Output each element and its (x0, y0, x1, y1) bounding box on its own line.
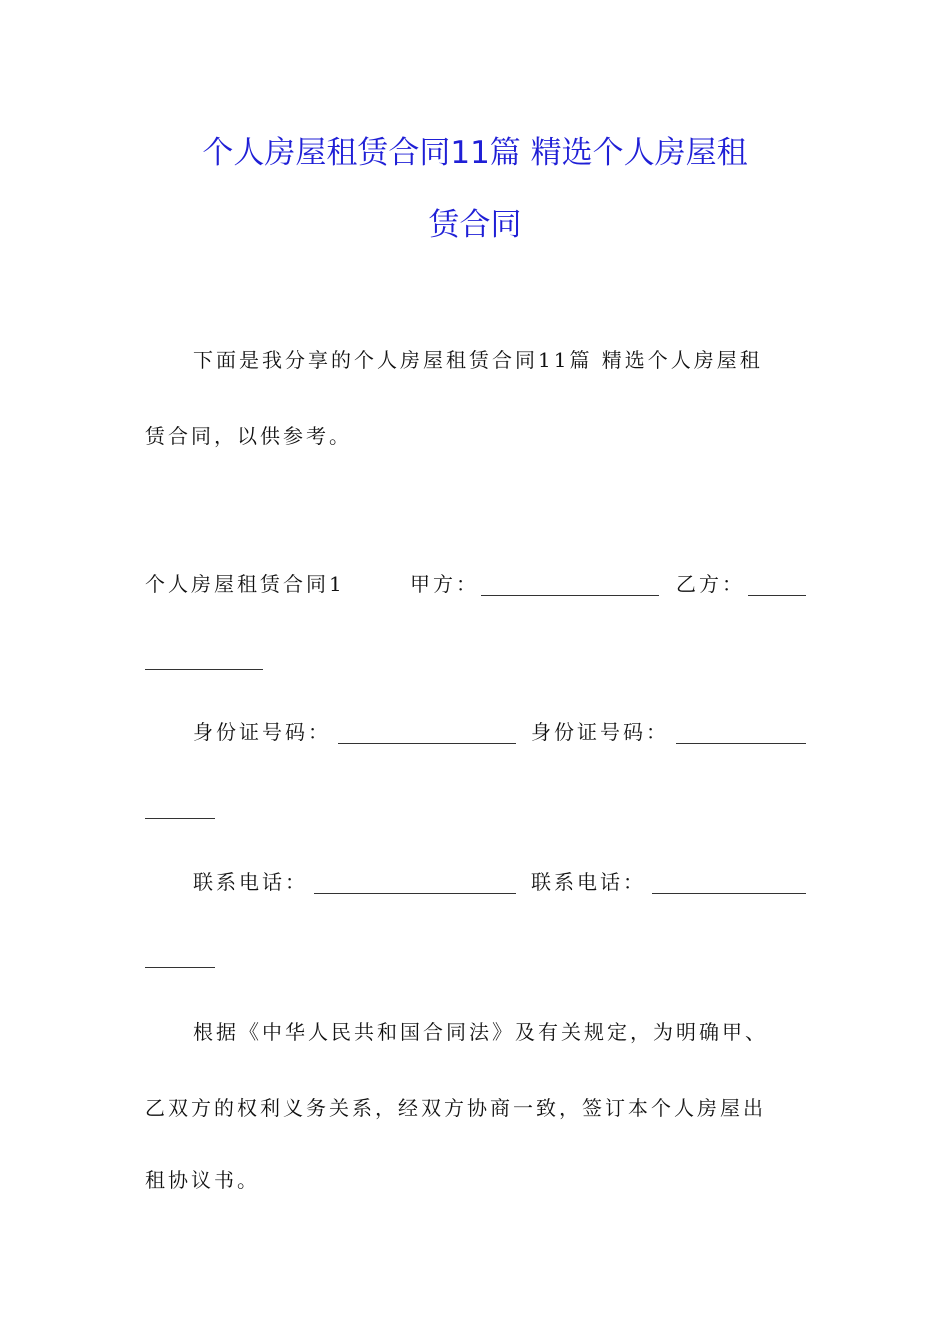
intro-line-1: 下面是我分享的个人房屋租赁合同11篇 精选个人房屋租 (193, 348, 763, 372)
id-a-blank (338, 742, 516, 744)
phone-b-blank-continued (145, 966, 215, 968)
id-label-b: 身份证号码： (531, 720, 669, 744)
phone-label-a: 联系电话： (193, 870, 308, 894)
id-b-blank-continued (145, 817, 215, 819)
phone-a-blank (314, 892, 516, 894)
body-line-2: 乙双方的权利义务关系，经双方协商一致，签订本个人房屋出 (145, 1096, 766, 1120)
document-title-line-1: 个人房屋租赁合同11篇 精选个人房屋租 (202, 135, 748, 171)
party-b-blank-continued (145, 668, 263, 670)
body-line-3: 租协议书。 (145, 1168, 260, 1192)
party-a-blank (481, 594, 659, 596)
id-b-blank (676, 742, 806, 744)
contract-heading: 个人房屋租赁合同1 (145, 572, 345, 596)
id-label-a: 身份证号码： (193, 720, 331, 744)
phone-label-b: 联系电话： (531, 870, 646, 894)
party-a-label: 甲方： (410, 572, 479, 596)
party-b-label: 乙方： (676, 572, 745, 596)
body-line-1: 根据《中华人民共和国合同法》及有关规定，为明确甲、 (193, 1020, 768, 1044)
intro-line-2: 赁合同，以供参考。 (145, 424, 352, 448)
phone-b-blank (652, 892, 806, 894)
party-b-blank (748, 594, 806, 596)
document-title-line-2: 赁合同 (428, 207, 522, 243)
